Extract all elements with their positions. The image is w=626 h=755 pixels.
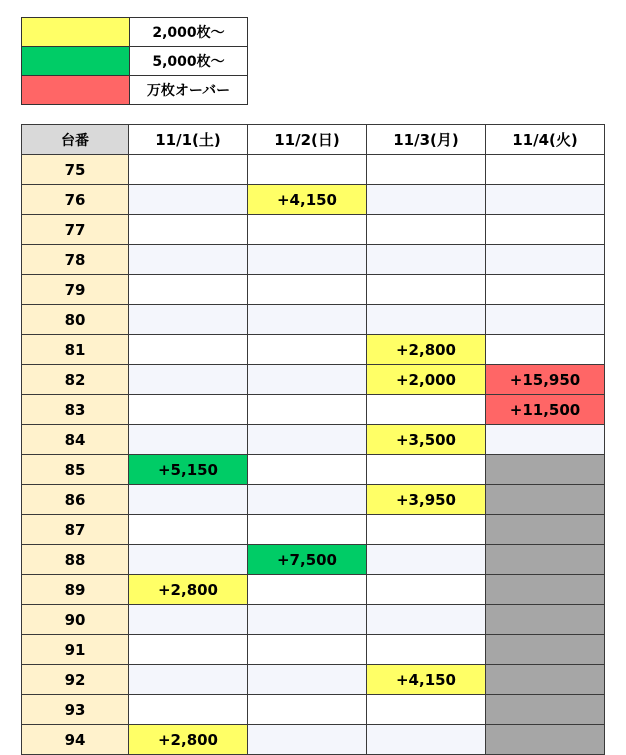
result-cell [367,605,486,635]
result-cell [367,695,486,725]
result-cell: +15,950 [486,365,605,395]
result-cell [129,545,248,575]
result-cell [129,395,248,425]
machine-number: 88 [22,545,129,575]
table-body [22,155,605,755]
legend-body [22,18,248,105]
result-cell: +3,500 [367,425,486,455]
legend-swatch [22,76,130,105]
table-row [22,695,605,725]
result-cell [486,245,605,275]
date-header-4: 11/4(火) [486,125,605,155]
result-cell [129,275,248,305]
table-row [22,395,605,425]
result-cell [129,485,248,515]
result-cell [129,155,248,185]
table-row [22,185,605,215]
result-cell [367,545,486,575]
legend-label: 5,000枚～ [130,47,248,76]
result-cell [486,155,605,185]
machine-number: 80 [22,305,129,335]
table-row [22,515,605,545]
result-cell [129,605,248,635]
result-cell [486,695,605,725]
legend-label: 万枚オーバー [130,76,248,105]
machine-number: 82 [22,365,129,395]
result-cell [129,635,248,665]
table-row [22,335,605,365]
result-cell [248,215,367,245]
machine-number: 91 [22,635,129,665]
result-cell: +3,950 [367,485,486,515]
result-cell [248,575,367,605]
legend-swatch [22,18,130,47]
result-cell [248,155,367,185]
result-cell [248,725,367,755]
result-cell [248,695,367,725]
result-cell: +4,150 [367,665,486,695]
result-cell [248,605,367,635]
result-cell [248,515,367,545]
machine-number: 81 [22,335,129,365]
result-cell [129,695,248,725]
results-table [21,124,605,755]
legend-label: 2,000枚～ [130,18,248,47]
result-cell [248,365,367,395]
result-cell [367,215,486,245]
result-cell [248,395,367,425]
table-row [22,455,605,485]
result-cell [248,335,367,365]
result-cell [486,485,605,515]
result-cell [486,635,605,665]
result-cell [367,275,486,305]
table-row [22,725,605,755]
result-cell [129,425,248,455]
result-cell [486,335,605,365]
result-cell [486,515,605,545]
machine-number: 84 [22,425,129,455]
result-cell [248,275,367,305]
result-cell [367,395,486,425]
result-cell [486,455,605,485]
result-cell [486,305,605,335]
result-cell [129,305,248,335]
table-row [22,245,605,275]
result-cell: +2,800 [129,575,248,605]
result-cell [248,245,367,275]
result-cell [367,245,486,275]
machine-number: 93 [22,695,129,725]
machine-number: 92 [22,665,129,695]
result-cell [486,545,605,575]
table-row [22,635,605,665]
result-cell [367,305,486,335]
machine-number: 94 [22,725,129,755]
machine-number: 83 [22,395,129,425]
result-cell [248,665,367,695]
legend [21,17,248,105]
machine-number: 77 [22,215,129,245]
machine-number: 79 [22,275,129,305]
machine-number: 86 [22,485,129,515]
table-row [22,575,605,605]
machine-number-header: 台番 [22,125,129,155]
result-cell [129,515,248,545]
result-cell [486,275,605,305]
result-cell [367,515,486,545]
result-cell [367,725,486,755]
table-row [22,545,605,575]
result-cell [486,665,605,695]
result-cell [129,245,248,275]
machine-number: 89 [22,575,129,605]
result-cell: +5,150 [129,455,248,485]
result-cell [367,185,486,215]
result-cell [367,575,486,605]
result-cell [248,635,367,665]
result-cell [129,335,248,365]
result-cell [129,665,248,695]
result-cell [486,185,605,215]
result-cell [367,455,486,485]
result-cell [367,635,486,665]
result-cell [486,725,605,755]
table-row [22,485,605,515]
result-cell [486,605,605,635]
machine-number: 87 [22,515,129,545]
header-row [22,125,605,155]
date-header-2: 11/2(日) [248,125,367,155]
result-cell [486,425,605,455]
table-row [22,305,605,335]
result-cell [248,305,367,335]
result-cell [248,425,367,455]
table-row [22,215,605,245]
result-cell [486,215,605,245]
machine-number: 85 [22,455,129,485]
legend-row [22,18,248,47]
result-cell [129,215,248,245]
result-cell: +2,000 [367,365,486,395]
result-cell: +2,800 [129,725,248,755]
table-row [22,605,605,635]
legend-row [22,47,248,76]
legend-row [22,76,248,105]
result-cell [486,575,605,605]
result-cell: +4,150 [248,185,367,215]
machine-number: 90 [22,605,129,635]
result-cell [248,485,367,515]
machine-number: 76 [22,185,129,215]
machine-number: 78 [22,245,129,275]
result-cell: +2,800 [367,335,486,365]
result-cell [248,455,367,485]
result-cell [129,185,248,215]
legend-swatch [22,47,130,76]
table-row [22,275,605,305]
table-row [22,425,605,455]
table-row [22,155,605,185]
table-row [22,365,605,395]
machine-number: 75 [22,155,129,185]
date-header-3: 11/3(月) [367,125,486,155]
result-cell: +11,500 [486,395,605,425]
result-cell [129,365,248,395]
table-row [22,665,605,695]
result-cell: +7,500 [248,545,367,575]
result-cell [367,155,486,185]
date-header-1: 11/1(土) [129,125,248,155]
